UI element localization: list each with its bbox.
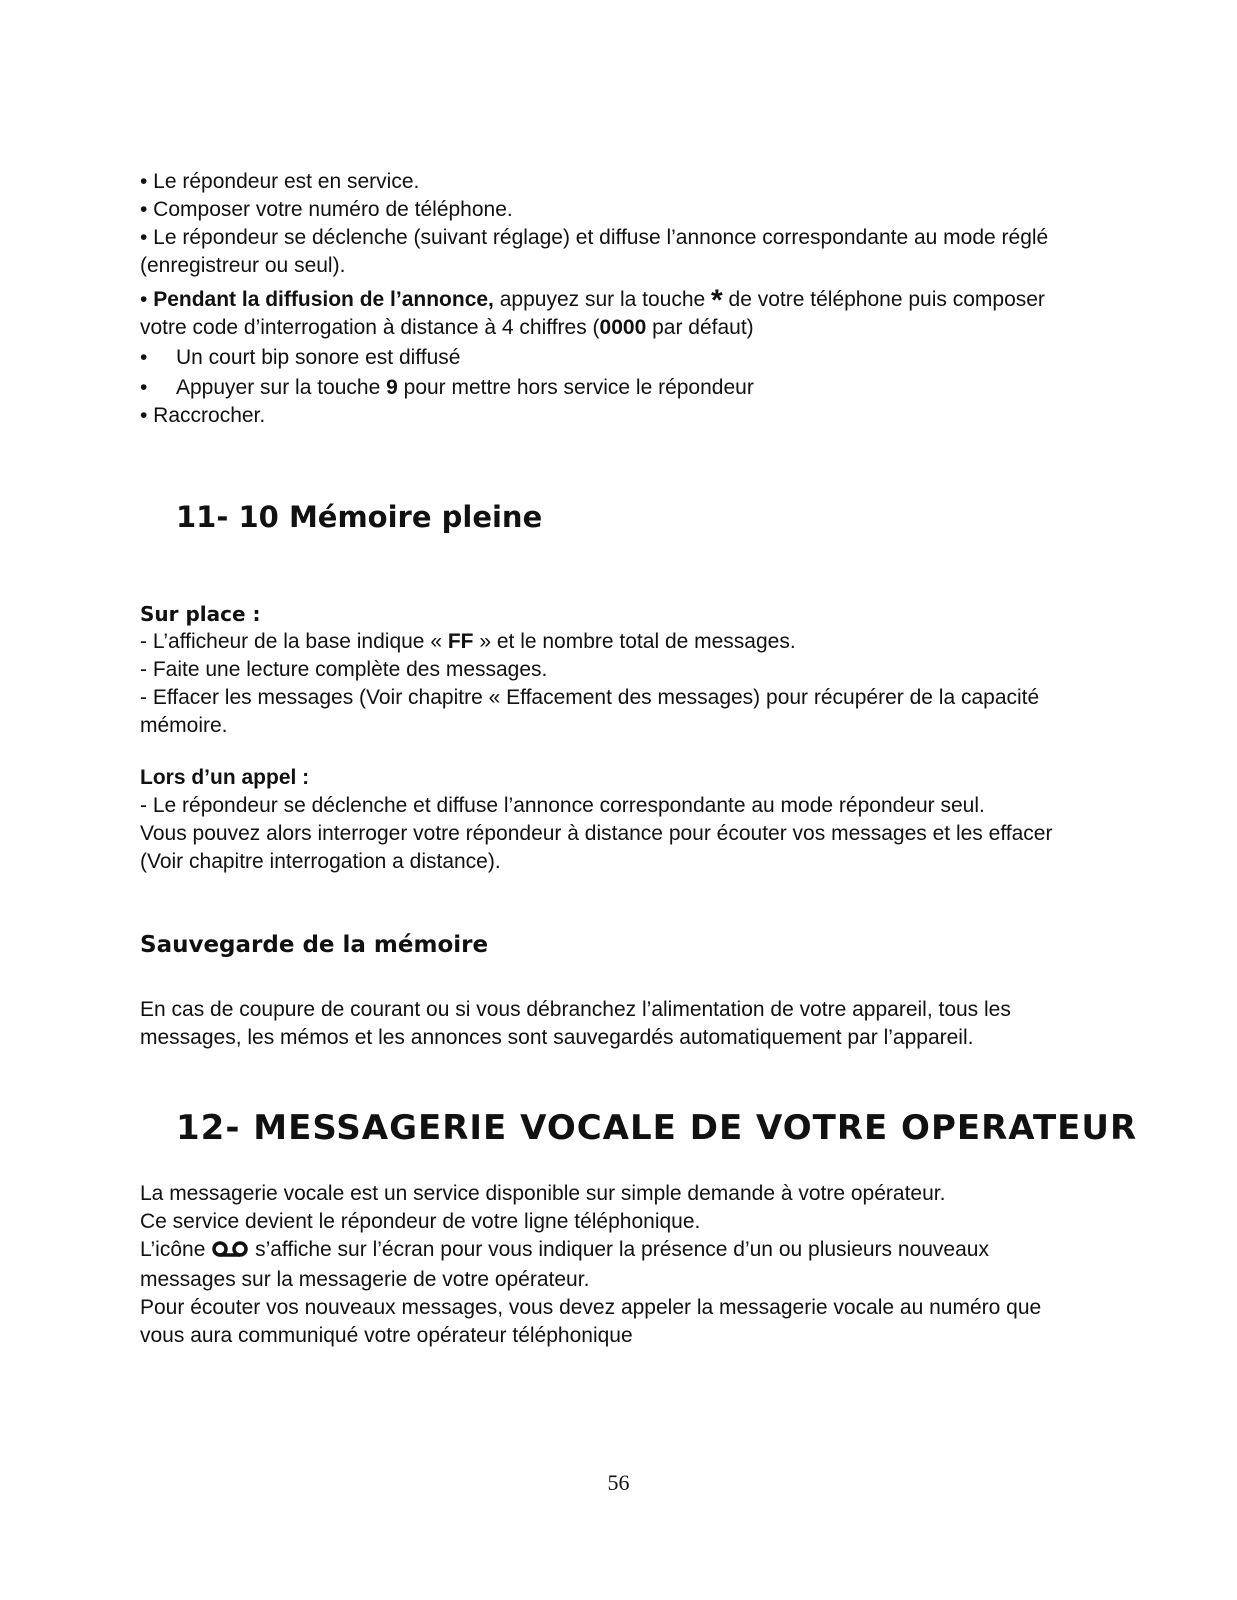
key-nine: 9 [386, 376, 398, 399]
step-line: • Raccrocher. [140, 404, 266, 427]
body-line: - Le répondeur se déclenche et diffuse l’annonce correspondante au mode répondeur seul. [140, 794, 985, 817]
step-line: • Composer votre numéro de téléphone. [140, 198, 513, 221]
section-12-block [140, 1180, 1070, 1350]
ff-code: FF [447, 630, 474, 653]
step-text: de votre téléphone puis composer votre code d’interrogation à distance à 4 chiffres ( [140, 288, 1045, 339]
bullet-marker: • [140, 376, 148, 399]
page-number: 56 [607, 1470, 630, 1495]
sauvegarde-block [140, 996, 1070, 1052]
step-text: appuyez sur la touche [493, 288, 712, 311]
body-line: - Effacer les messages (Voir chapitre « Effacement des messages) pour récupérer de la capacité mémoire. [140, 686, 1040, 737]
body-line: La messagerie vocale est un service disponible sur simple demande à votre opérateur. [140, 1182, 946, 1205]
sauvegarde-heading: Sauvegarde de la mémoire [140, 932, 489, 958]
step-line: • Le répondeur est en service. [140, 170, 420, 193]
bullet-text: Appuyer sur la touche 9 pour mettre hors service le répondeur [176, 376, 754, 399]
bullet-marker: • [140, 346, 148, 369]
star-key: * [711, 284, 723, 317]
voicemail-tape-icon [211, 1238, 249, 1266]
sur-place-heading: Sur place : [140, 602, 261, 626]
bullet-item [140, 374, 1070, 402]
body-line: Ce service devient le répondeur de votre ligne téléphonique. [140, 1210, 701, 1233]
step-prefix: • [140, 288, 154, 311]
bullet-item [140, 344, 1070, 372]
step-line [140, 286, 1070, 342]
body-line: Vous pouvez alors interroger votre répondeur à distance pour écouter vos messages et les effacer (Voir chapitre interrogation a distance). [140, 822, 1053, 873]
step-text: par défaut) [646, 316, 754, 339]
step-line: • Le répondeur se déclenche (suivant réglage) et diffuse l’annonce correspondante au mode réglé (enregistreur ou seul). [140, 226, 1049, 277]
section-11-10-title: 11- 10 Mémoire pleine [176, 500, 543, 534]
step-bold: Pendant la diffusion de l’annonce, [153, 288, 494, 311]
default-code: 0000 [599, 316, 647, 339]
bullet-text: Un court bip sonore est diffusé [176, 346, 461, 369]
body-line: - L’afficheur de la base indique « FF » et le nombre total de messages. [140, 630, 796, 653]
body-line: En cas de coupure de courant ou si vous débranchez l’alimentation de votre appareil, tous les messages, les mémos et les annonces sont sauvegardés automatiquement par l’appareil. [140, 998, 1011, 1049]
sur-place-block [140, 600, 1070, 740]
body-line: L’icône s’affiche sur l’écran pour vous indiquer la présence d’un ou plusieurs nouveaux messages sur la messagerie de votre opérateur. [140, 1238, 989, 1291]
section-12-title: 12- MESSAGERIE VOCALE DE VOTRE OPERATEUR [176, 1108, 1138, 1148]
appel-block [140, 764, 1070, 876]
body-line: Pour écouter vos nouveaux messages, vous devez appeler la messagerie vocale au numéro que vous aura communiqué votre opérateur téléphonique [140, 1296, 1042, 1347]
body-line: - Faite une lecture complète des messages. [140, 658, 548, 681]
top-steps [140, 168, 1070, 430]
appel-heading: Lors d’un appel : [140, 766, 310, 789]
